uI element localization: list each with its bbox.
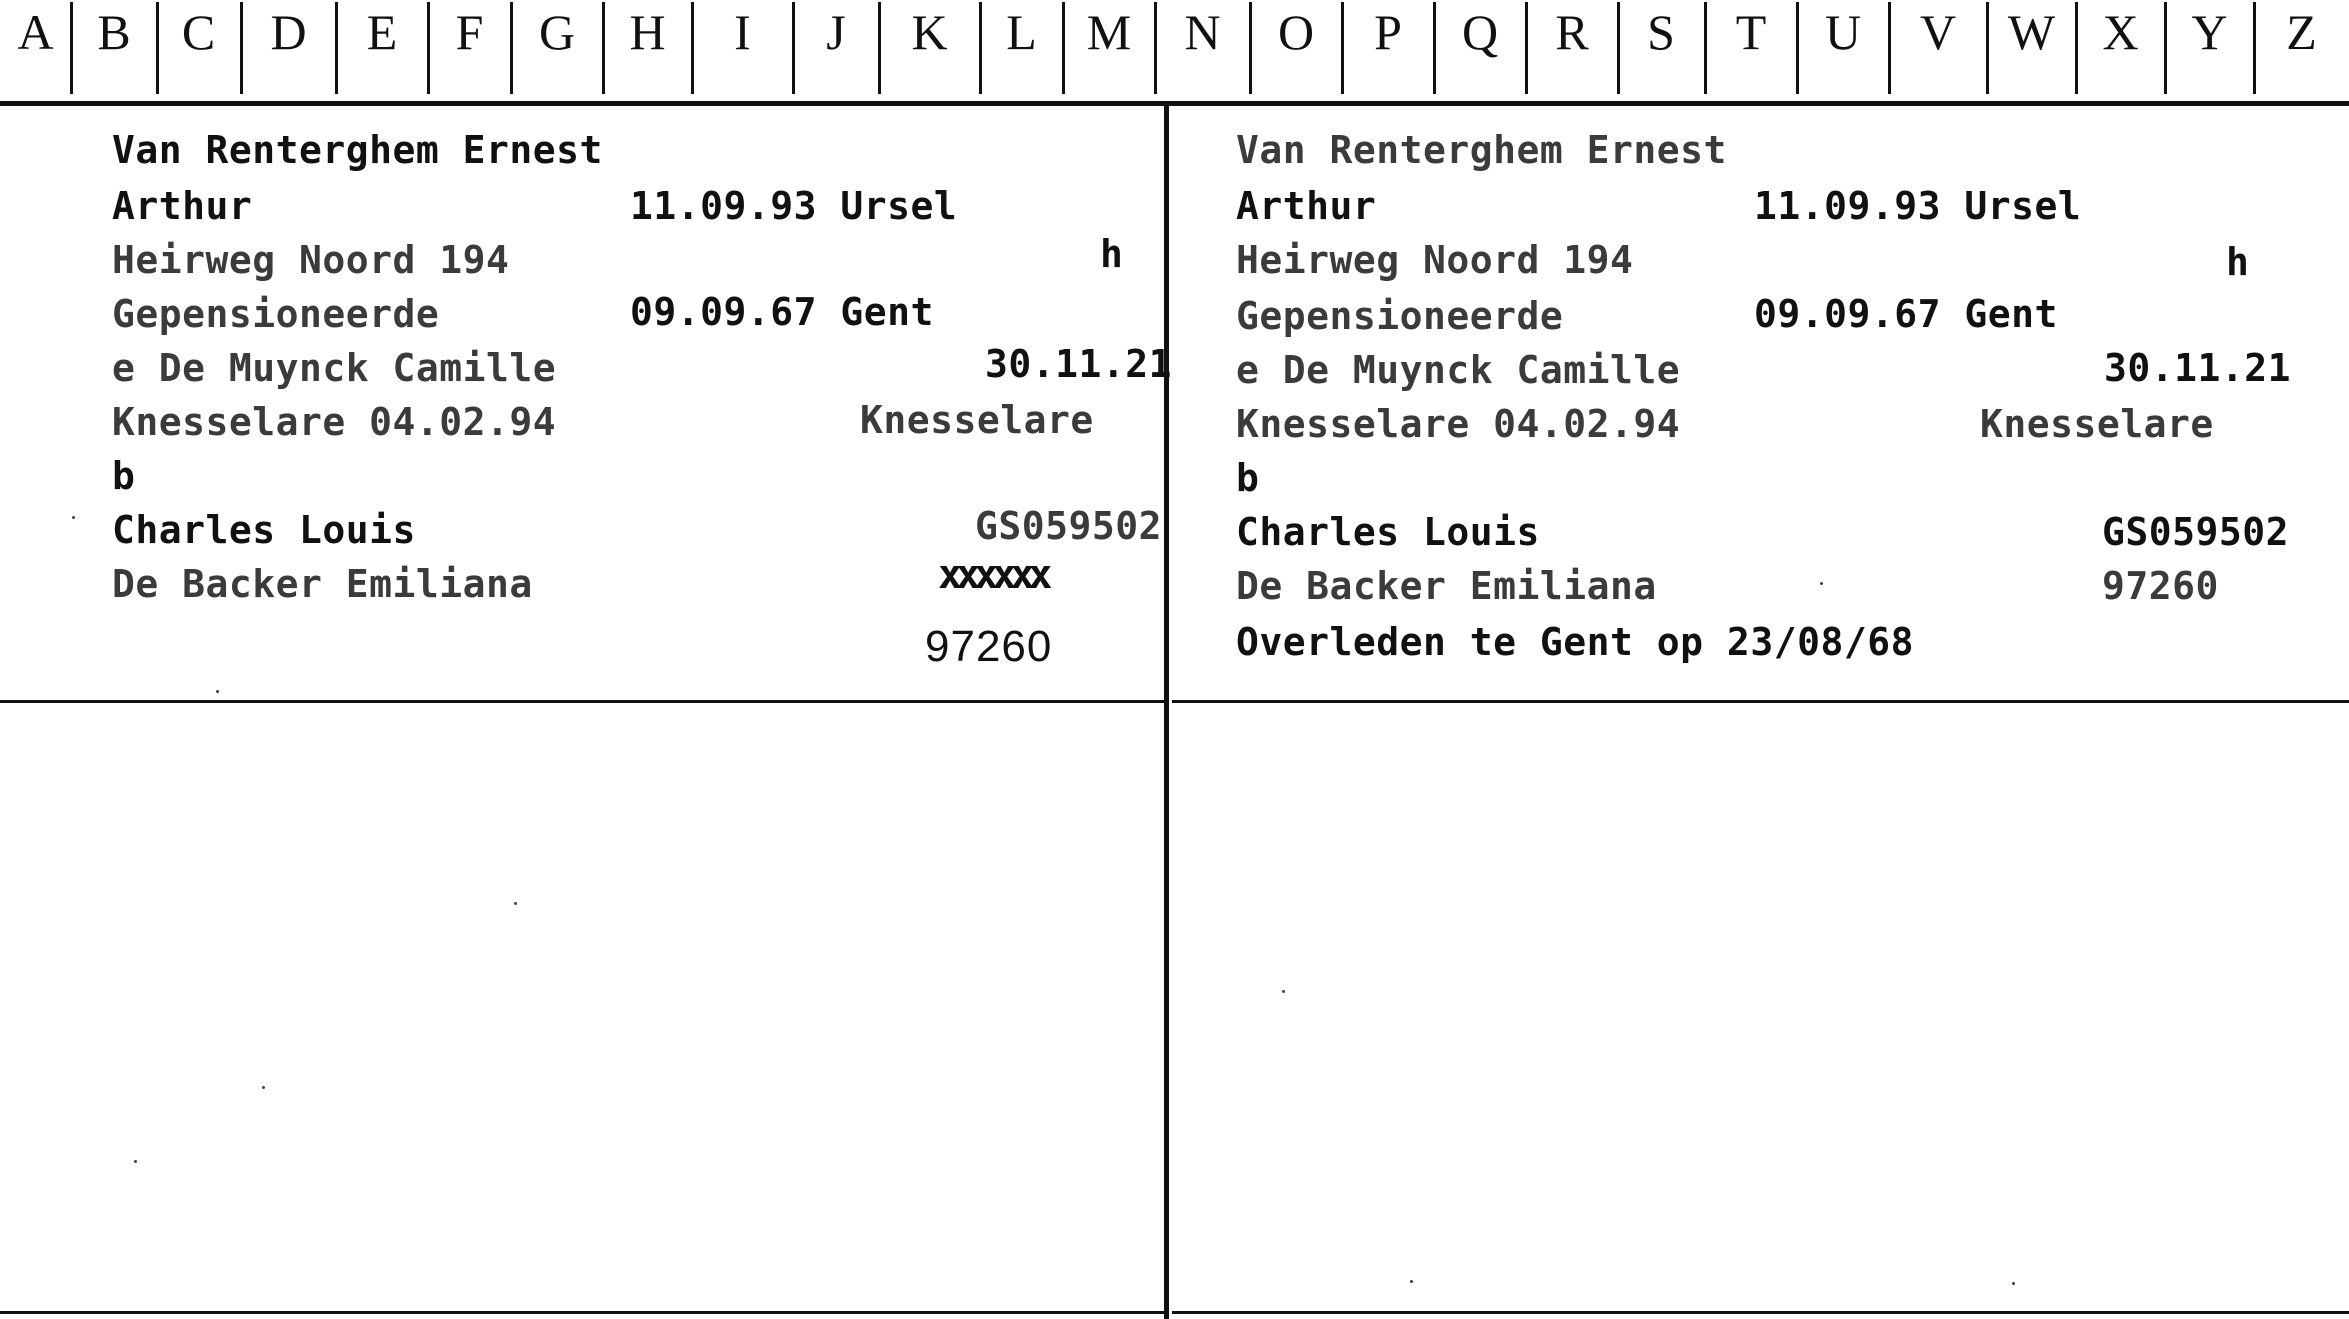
left-lower-card-edge <box>0 1311 1164 1314</box>
index-letter-s: S <box>1647 4 1675 60</box>
index-letter-e: E <box>366 4 398 60</box>
record-code: GS059502 <box>2102 510 2290 554</box>
marriage-date: 30.11.21 <box>985 342 1173 386</box>
scan-speck <box>134 1160 137 1163</box>
date-place-2: 09.09.67 Gent <box>630 290 934 334</box>
birth-date-place: 11.09.93 Ursel <box>1754 184 2082 228</box>
scan-speck <box>262 1086 265 1089</box>
alphabet-index <box>0 0 2349 100</box>
person-name: Van Renterghem Ernest <box>112 128 603 172</box>
spouse-place: Knesselare <box>1980 402 2214 446</box>
index-separator <box>1986 2 1989 94</box>
index-letter-r: R <box>1555 4 1589 60</box>
occupation: Gepensioneerde <box>112 292 440 336</box>
index-separator <box>1617 2 1620 94</box>
index-separator <box>602 2 605 94</box>
index-letter-y: Y <box>2191 4 2228 60</box>
marker-h: h <box>2226 240 2250 284</box>
mother-name: De Backer Emiliana <box>1236 564 1657 608</box>
index-separator <box>1888 2 1891 94</box>
index-separator <box>1341 2 1344 94</box>
index-letter-w: W <box>2007 4 2056 60</box>
index-letter-x: X <box>2102 4 2139 60</box>
index-letter-i: I <box>734 4 751 60</box>
spouse: e De Muynck Camille <box>1236 348 1681 392</box>
index-letter-a: A <box>17 4 54 60</box>
scan-speck <box>72 516 75 519</box>
index-letter-u: U <box>1824 4 1862 60</box>
birth-date-place: 11.09.93 Ursel <box>630 184 958 228</box>
index-separator <box>1249 2 1252 94</box>
right-card-bottom-rule <box>1172 700 2349 703</box>
index-separator <box>979 2 982 94</box>
index-separator <box>1704 2 1707 94</box>
record-code: GS059502 <box>975 504 1163 548</box>
index-separator <box>156 2 159 94</box>
index-separator <box>1796 2 1799 94</box>
index-separator <box>1154 2 1157 94</box>
index-separator <box>2075 2 2078 94</box>
index-separator <box>1525 2 1528 94</box>
spouse-birth: Knesselare 04.02.94 <box>112 400 557 444</box>
scan-speck <box>2012 1282 2015 1285</box>
index-letter-h: H <box>629 4 666 60</box>
index-letter-j: J <box>826 4 846 60</box>
father-name: Charles Louis <box>1236 510 1540 554</box>
index-letter-o: O <box>1277 4 1315 60</box>
death-note: Overleden te Gent op 23/08/68 <box>1236 620 1914 664</box>
index-separator <box>691 2 694 94</box>
scan-speck <box>514 902 517 905</box>
address: Heirweg Noord 194 <box>112 238 510 282</box>
index-separator <box>1433 2 1436 94</box>
index-separator <box>240 2 243 94</box>
scan-speck <box>216 690 219 693</box>
index-separator <box>510 2 513 94</box>
right-lower-card-edge <box>1172 1311 2349 1314</box>
index-separator <box>2253 2 2256 94</box>
marker-h: h <box>1100 232 1124 276</box>
index-letter-k: K <box>911 4 948 60</box>
index-letter-g: G <box>538 4 576 60</box>
index-letter-t: T <box>1735 4 1767 60</box>
marriage-date: 30.11.21 <box>2104 346 2292 390</box>
index-separator <box>335 2 338 94</box>
occupation: Gepensioneerde <box>1236 294 1564 338</box>
index-separator <box>427 2 430 94</box>
index-separator <box>1062 2 1065 94</box>
mother-name: De Backer Emiliana <box>112 562 533 606</box>
index-letter-d: D <box>270 4 307 60</box>
index-letter-z: Z <box>2286 4 2317 60</box>
scan-speck <box>1820 582 1823 585</box>
index-letter-c: C <box>181 4 216 60</box>
scan-speck <box>1410 1280 1413 1283</box>
index-letter-n: N <box>1184 4 1221 60</box>
spouse: e De Muynck Camille <box>112 346 557 390</box>
left-record-card <box>0 120 1173 690</box>
left-card-bottom-rule <box>0 700 1164 703</box>
index-letter-v: V <box>1919 4 1957 60</box>
index-letter-f: F <box>455 4 484 60</box>
crossed-out-mark: xxxxxx <box>938 552 1047 598</box>
right-record-card <box>1172 120 2349 690</box>
index-letter-l: L <box>1006 4 1037 60</box>
spouse-birth: Knesselare 04.02.94 <box>1236 402 1681 446</box>
card-divider <box>1164 104 1169 1319</box>
index-separator <box>2164 2 2167 94</box>
given-names: Arthur <box>1236 184 1377 228</box>
father-name: Charles Louis <box>112 508 416 552</box>
index-letter-q: Q <box>1461 4 1499 60</box>
given-names: Arthur <box>112 184 253 228</box>
index-separator <box>878 2 881 94</box>
marker-b: b <box>112 454 136 498</box>
index-underline <box>0 101 2349 106</box>
scan-speck <box>1282 990 1285 993</box>
index-separator <box>70 2 73 94</box>
marker-b: b <box>1236 456 1260 500</box>
record-number: 97260 <box>2102 564 2219 608</box>
stamped-number: 97260 <box>925 622 1053 671</box>
spouse-place: Knesselare <box>860 398 1094 442</box>
date-place-2: 09.09.67 Gent <box>1754 292 2058 336</box>
index-separator <box>792 2 795 94</box>
person-name: Van Renterghem Ernest <box>1236 128 1727 172</box>
index-letter-p: P <box>1374 4 1402 60</box>
index-letter-b: B <box>97 4 131 60</box>
address: Heirweg Noord 194 <box>1236 238 1634 282</box>
index-letter-m: M <box>1086 4 1132 60</box>
